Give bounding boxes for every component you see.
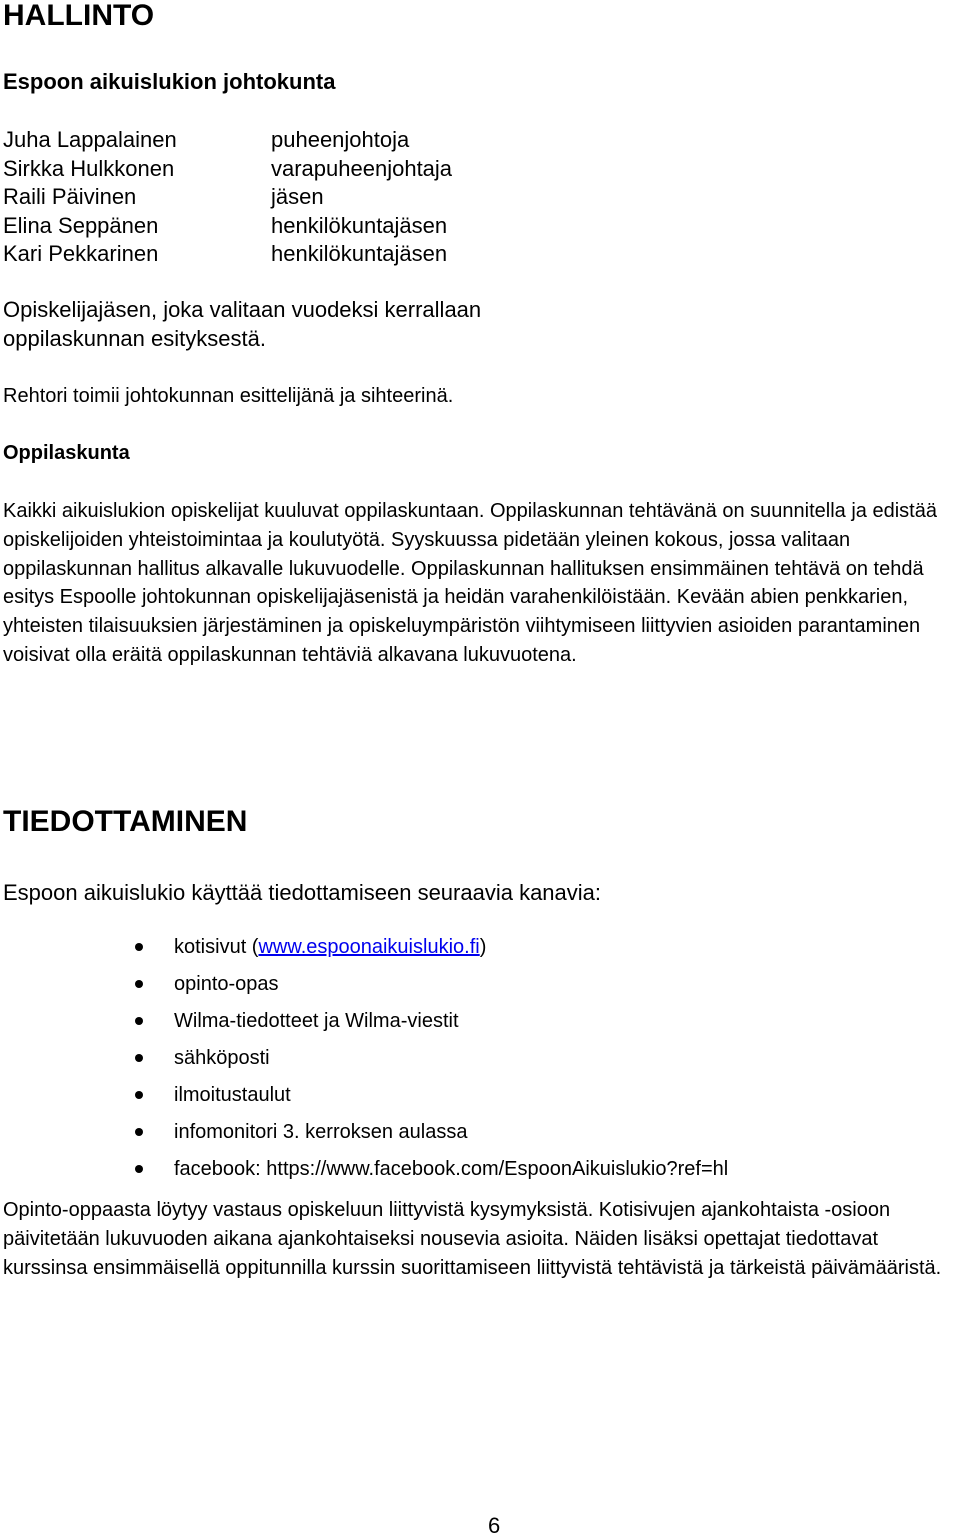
member-name: Sirkka Hulkkonen — [3, 155, 175, 181]
bullet-icon — [135, 1091, 143, 1099]
board-subtitle: Espoon aikuislukion johtokunta — [3, 69, 336, 94]
channels-intro: Espoon aikuislukio käyttää tiedottamiseen seuraavia kanavia: — [3, 880, 602, 905]
member-row — [3, 126, 603, 155]
section-title-hallinto: HALLINTO — [3, 0, 155, 32]
member-row — [3, 240, 603, 269]
channel-text: sähköposti — [174, 1047, 270, 1069]
closing-text: Opinto-oppaasta löytyy vastaus opiskeluun liittyvistä kysymyksistä. Kotisivujen ajankohtaista -osioon päivitetään lukuvuoden aikana ajankohtaiseksi nousevia asioita. Näiden lisäksi opettajat tiedottavat kurssinsa ensimmäisellä oppitunnilla kurssin suorittamiseen liittyvistä tehtävistä ja tärkeistä päivämääristä. — [3, 1199, 942, 1279]
channel-text: ilmoitustaulut — [174, 1084, 291, 1106]
channel-text: Wilma-tiedotteet ja Wilma-viestit — [174, 1010, 459, 1032]
student-member-line-1: Opiskelijajäsen, joka valitaan vuodeksi kerrallaan — [3, 297, 482, 322]
member-row — [3, 155, 603, 184]
member-name: Raili Päivinen — [3, 184, 137, 209]
student-member-line-2: oppilaskunnan esityksestä. — [3, 326, 266, 351]
bullet-icon — [135, 1017, 143, 1025]
member-row — [3, 212, 603, 241]
oppilaskunta-heading: Oppilaskunta — [3, 442, 130, 464]
principal-text: Rehtori toimii johtokunnan esittelijänä ja sihteerinä. — [3, 385, 454, 407]
channel-text: infomonitori 3. kerroksen aulassa — [174, 1121, 468, 1143]
channel-text: opinto-opas — [174, 973, 279, 995]
member-role: henkilökuntajäsen — [271, 212, 448, 238]
member-name: Kari Pekkarinen — [3, 241, 159, 266]
bullet-icon — [135, 980, 143, 988]
oppilaskunta-text: Kaikki aikuislukion opiskelijat kuuluvat oppilaskuntaan. Oppilaskunnan tehtävänä on suunnitella ja edistää opiskelijoiden yhteistoimintaa ja koulutyötä. Syyskuussa pidetään yleinen kokous, jossa valitaan oppilaskunnan hallitus alkavalle lukuvuodelle. Oppilaskunnan hallituksen ensimmäinen tehtävä on tehdä esitys Espoolle johtokunnan opiskelijajäsenistä ja heidän varahenkilöistään. Kevään abien penkkarien, yhteisten tilaisuuksien järjestäminen ja opiskeluympäristön viihtymiseen liittyvien asioiden parantaminen voisivat olla eräitä oppilaskunnan tehtäviä alkavana lukuvuotena. — [3, 500, 937, 666]
bullet-icon — [135, 1054, 143, 1062]
section-title-tiedottaminen: TIEDOTTAMINEN — [3, 805, 248, 838]
member-row — [3, 183, 603, 212]
member-role: puheenjohtoja — [271, 127, 410, 152]
bullet-icon — [135, 1128, 143, 1136]
member-name: Juha Lappalainen — [3, 127, 177, 152]
member-role: varapuheenjohtaja — [271, 155, 453, 181]
member-name: Elina Seppänen — [3, 212, 159, 238]
bullet-icon — [135, 1165, 143, 1173]
website-link[interactable]: www.espoonaikuislukio.fi — [258, 936, 480, 958]
page-number: 6 — [488, 1513, 501, 1538]
channel-text: facebook: https://www.facebook.com/EspoonAikuislukio?ref=hl — [174, 1158, 729, 1180]
bullet-icon — [135, 943, 143, 951]
member-role: henkilökuntajäsen — [271, 241, 448, 266]
channel-website: kotisivut (www.espoonaikuislukio.fi) — [174, 936, 487, 958]
board-members-list — [3, 126, 603, 271]
channels-list — [0, 934, 960, 1194]
member-role: jäsen — [271, 184, 324, 209]
